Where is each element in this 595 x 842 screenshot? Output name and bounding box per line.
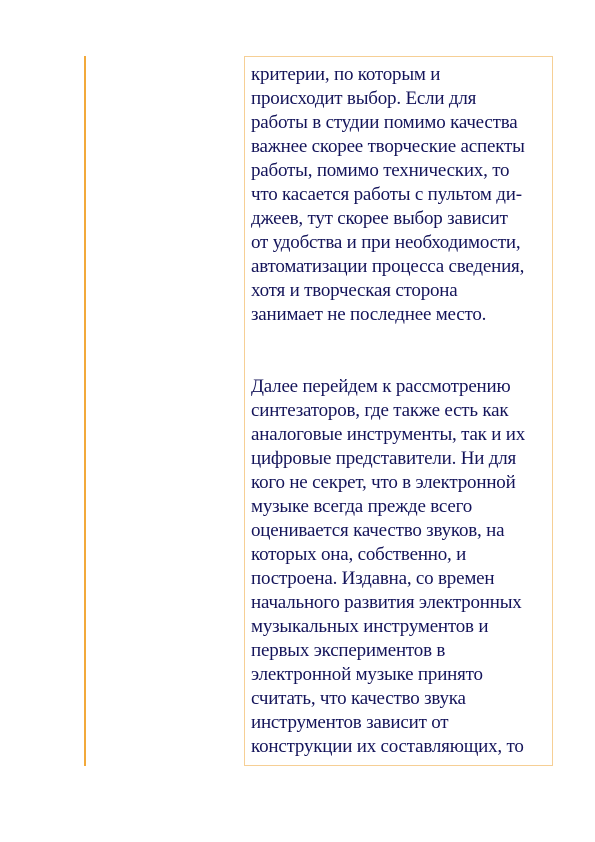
- paragraph-spacing: [251, 327, 552, 375]
- text-frame: [244, 56, 553, 766]
- paragraph-1: критерии, по которым и происходит выбор. Если для работы в студии помимо качества важнее скорее творческие аспекты работы, помимо технических, то что касается работы с пультом ди- джеев, тут скорее выбор зависит от удобства и при необходимости, автоматизации процесса сведения, хотя и творческая сторона занимает не последнее место.: [251, 64, 525, 325]
- left-margin-rule: [84, 56, 86, 766]
- paragraph-2: Далее перейдем к рассмотрению синтезаторов, где также есть как аналоговые инструменты, так и их цифровые представители. Ни для кого не секрет, что в электронной музыке всегда прежде всего оценивается качество звуков, на которых она, собственно, и построена. Издавна, со времен начального развития электронных музыкальных инструментов и первых экспериментов в электронной музыке принято считать, что качество звука инструментов зависит от конструкции их составляющих, то: [251, 376, 526, 757]
